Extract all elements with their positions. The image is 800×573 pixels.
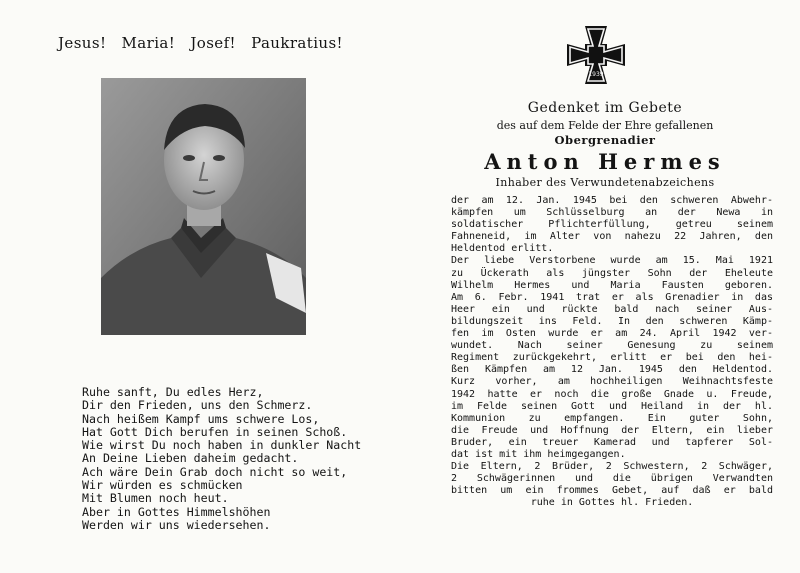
header-word-jesus: Jesus! <box>58 34 107 52</box>
decoration-line: Inhaber des Verwundetenabzeichens <box>495 176 715 189</box>
bio-line: Heer ein und rückte bald nach seiner Aus- <box>451 303 773 315</box>
bio-line: die Freude und Hoffnung der Eltern, ein lieber <box>451 424 773 436</box>
poem-line: Hat Gott Dich berufen in seinen Schoß. <box>82 424 348 439</box>
bio-line: Regiment zurückgekehrt, erlitt er bei den hei- <box>451 352 773 364</box>
bio-line: zu Ückerath als jüngster Sohn der Eheleute <box>451 267 773 279</box>
bio-line: 1942 hatte er noch die große Gnade u. Freude, <box>451 388 773 400</box>
header-word-paukratius: Paukratius! <box>251 34 343 52</box>
bio-line: Der liebe Verstorbene wurde am 15. Mai 1921 <box>451 255 773 267</box>
bio-line: Am 6. Febr. 1941 trat er als Grenadier in das <box>451 291 773 303</box>
bio-line: im Felde seinen Gott und Heiland in der hl. <box>451 400 773 412</box>
poem-line: Werden wir uns wiedersehen. <box>82 517 271 532</box>
bio-line: kämpfen um Schlüsselburg an der Newa in <box>451 207 773 219</box>
header-invocation <box>58 34 353 52</box>
deceased-name: Anton Hermes <box>484 149 726 174</box>
bio-line: Wilhelm Hermes und Maria Fausten geboren. <box>451 279 773 291</box>
bio-line: der am 12. Jan. 1945 bei den schweren Abwehr- <box>451 195 773 206</box>
bio-line: wundet. Nach seiner Genesung zu seinem <box>451 340 773 352</box>
poem-line: Wir würden es schmücken <box>82 478 243 493</box>
bio-line: dat ist mit ihm heimgegangen. <box>451 448 626 460</box>
bio-line: Fahneneid, im Alter von nahezu 22 Jahren, den <box>451 231 773 243</box>
bio-line: Bruder, ein treuer Kamerad und tapferer Sol- <box>451 436 773 448</box>
portrait-photo <box>101 78 306 335</box>
bio-line: soldatischer Pflichterfüllung, getreu seinem <box>451 219 773 231</box>
header-word-josef: Josef! <box>190 34 236 52</box>
poem-line: Nach heißem Kampf ums schwere Los, <box>82 411 320 426</box>
bio-line: Kurz vorher, am hochheiligen Weihnachtsfeste <box>451 376 773 388</box>
bio-line: bitten um ein frommes Gebet, auf daß er bald <box>451 485 773 497</box>
poem-line: An Deine Lieben daheim gedacht. <box>82 451 299 466</box>
bio-line: ruhe in Gottes hl. Frieden. <box>530 497 694 509</box>
biography-text <box>451 195 773 509</box>
poem-line: Wie wirst Du noch haben in dunkler Nacht <box>82 438 362 453</box>
header-word-maria: Maria! <box>121 34 176 52</box>
poem-line: Aber in Gottes Himmelshöhen <box>82 504 271 519</box>
portrait-image <box>101 78 306 335</box>
title-block <box>440 99 770 190</box>
poem-line: Ach wäre Dein Grab doch nicht so weit, <box>82 464 348 479</box>
iron-cross-icon <box>565 24 627 86</box>
bio-line: fen im Osten wurde er am 24. April 1942 ver- <box>451 328 773 340</box>
bio-line: ßen Kämpfen am 12 Jan. 1945 den Heldentod. <box>451 364 773 376</box>
poem-line: Mit Blumen noch heut. <box>82 491 229 506</box>
rank-label: Obergrenadier <box>554 133 656 147</box>
cross-year: 1939 <box>588 71 604 78</box>
poem-line: Dir den Frieden, uns den Schmerz. <box>82 398 313 413</box>
bio-line: Kommunion zu empfangen. Ein guter Sohn, <box>451 412 773 424</box>
gedenket-heading: Gedenket im Gebete <box>527 100 683 116</box>
bio-line: 2 Schwägerinnen und die übrigen Verwandten <box>451 473 773 485</box>
poem-line: Ruhe sanft, Du edles Herz, <box>82 385 264 399</box>
poem <box>82 386 382 532</box>
subtitle-line: des auf dem Felde der Ehre gefallenen <box>496 119 714 132</box>
bio-line: Heldentod erlitt. <box>451 243 554 255</box>
bio-line: Die Eltern, 2 Brüder, 2 Schwestern, 2 Schwäger, <box>451 461 773 473</box>
bio-line: bildungszeit ins Feld. In den schweren Kämp- <box>451 315 773 327</box>
